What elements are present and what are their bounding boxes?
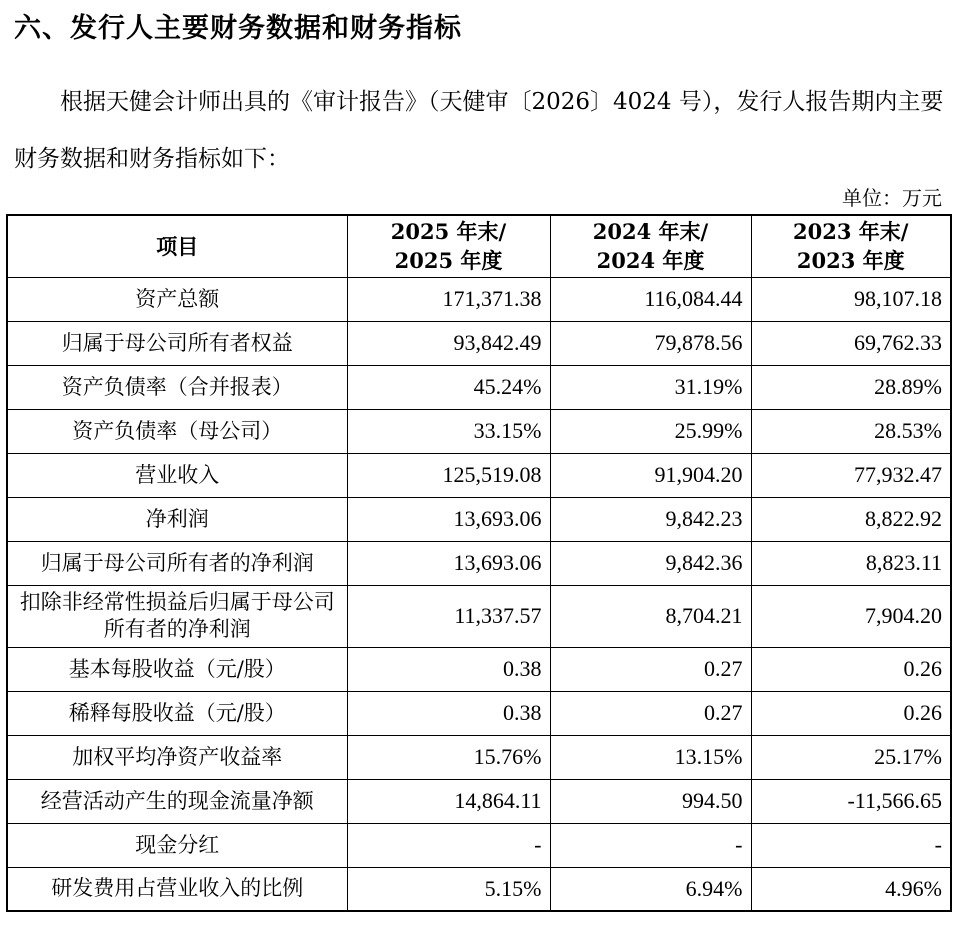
row-value-2023: 4.96% (751, 867, 951, 911)
row-value-2023: 7,904.20 (751, 585, 951, 647)
table-row (7, 823, 951, 867)
row-value-2023: 0.26 (751, 691, 951, 735)
row-value-2024: 116,084.44 (550, 277, 751, 321)
row-value-2023: 25.17% (751, 735, 951, 779)
table-body (7, 277, 951, 911)
row-value-2025: 0.38 (347, 647, 550, 691)
financial-table (6, 214, 952, 912)
row-item-label: 研发费用占营业收入的比例 (7, 867, 347, 911)
table-row (7, 735, 951, 779)
row-item-label: 营业收入 (7, 453, 347, 497)
table-row (7, 541, 951, 585)
row-value-2025: 93,842.49 (347, 321, 550, 365)
row-item-label: 资产总额 (7, 277, 347, 321)
row-value-2025: 171,371.38 (347, 277, 550, 321)
row-value-2024: 91,904.20 (550, 453, 751, 497)
row-value-2024: 25.99% (550, 409, 751, 453)
row-value-2023: 8,823.11 (751, 541, 951, 585)
row-value-2023: 98,107.18 (751, 277, 951, 321)
intro-paragraph: 根据天健会计师出具的《审计报告》（天健审〔2026〕4024 号），发行人报告期内主要财务数据和财务指标如下： (14, 89, 944, 172)
row-value-2023: - (751, 823, 951, 867)
row-item-label: 净利润 (7, 497, 347, 541)
row-value-2025: 45.24% (347, 365, 550, 409)
row-item-label: 加权平均净资产收益率 (7, 735, 347, 779)
row-item-label: 资产负债率（母公司） (7, 409, 347, 453)
row-value-2024: - (550, 823, 751, 867)
section-title: 六、发行人主要财务数据和财务指标 (14, 13, 462, 44)
row-item-label: 归属于母公司所有者的净利润 (7, 541, 347, 585)
row-value-2024: 9,842.36 (550, 541, 751, 585)
row-value-2024: 31.19% (550, 365, 751, 409)
row-value-2025: 13,693.06 (347, 497, 550, 541)
table-row (7, 321, 951, 365)
header-2025: 2025 年末/ 2025 年度 (347, 215, 550, 277)
row-value-2025: - (347, 823, 550, 867)
row-value-2024: 6.94% (550, 867, 751, 911)
header-item: 项目 (7, 215, 347, 277)
row-item-label: 扣除非经常性损益后归属于母公司所有者的净利润 (7, 585, 347, 647)
row-value-2024: 8,704.21 (550, 585, 751, 647)
row-value-2025: 14,864.11 (347, 779, 550, 823)
row-value-2024: 994.50 (550, 779, 751, 823)
table-row (7, 691, 951, 735)
row-value-2023: 28.89% (751, 365, 951, 409)
row-value-2024: 79,878.56 (550, 321, 751, 365)
table-row (7, 409, 951, 453)
row-value-2023: 0.26 (751, 647, 951, 691)
table-row (7, 365, 951, 409)
table-row (7, 497, 951, 541)
row-value-2025: 13,693.06 (347, 541, 550, 585)
row-item-label: 现金分红 (7, 823, 347, 867)
row-value-2023: -11,566.65 (751, 779, 951, 823)
unit-label: 单位：万元 (842, 186, 942, 210)
table-row (7, 867, 951, 911)
row-value-2025: 125,519.08 (347, 453, 550, 497)
row-value-2025: 5.15% (347, 867, 550, 911)
table-row (7, 585, 951, 647)
row-item-label: 经营活动产生的现金流量净额 (7, 779, 347, 823)
row-value-2023: 28.53% (751, 409, 951, 453)
row-value-2025: 11,337.57 (347, 585, 550, 647)
table-row (7, 277, 951, 321)
table-header-row (7, 215, 951, 277)
row-value-2023: 69,762.33 (751, 321, 951, 365)
header-2023: 2023 年末/ 2023 年度 (751, 215, 951, 277)
row-value-2025: 33.15% (347, 409, 550, 453)
row-item-label: 归属于母公司所有者权益 (7, 321, 347, 365)
row-value-2025: 0.38 (347, 691, 550, 735)
row-value-2024: 9,842.23 (550, 497, 751, 541)
table-row (7, 453, 951, 497)
row-value-2025: 15.76% (347, 735, 550, 779)
table-row (7, 779, 951, 823)
table-row (7, 647, 951, 691)
row-value-2024: 0.27 (550, 647, 751, 691)
row-value-2024: 13.15% (550, 735, 751, 779)
row-item-label: 稀释每股收益（元/股） (7, 691, 347, 735)
row-item-label: 资产负债率（合并报表） (7, 365, 347, 409)
row-item-label: 基本每股收益（元/股） (7, 647, 347, 691)
row-value-2024: 0.27 (550, 691, 751, 735)
header-2024: 2024 年末/ 2024 年度 (550, 215, 751, 277)
row-value-2023: 8,822.92 (751, 497, 951, 541)
row-value-2023: 77,932.47 (751, 453, 951, 497)
